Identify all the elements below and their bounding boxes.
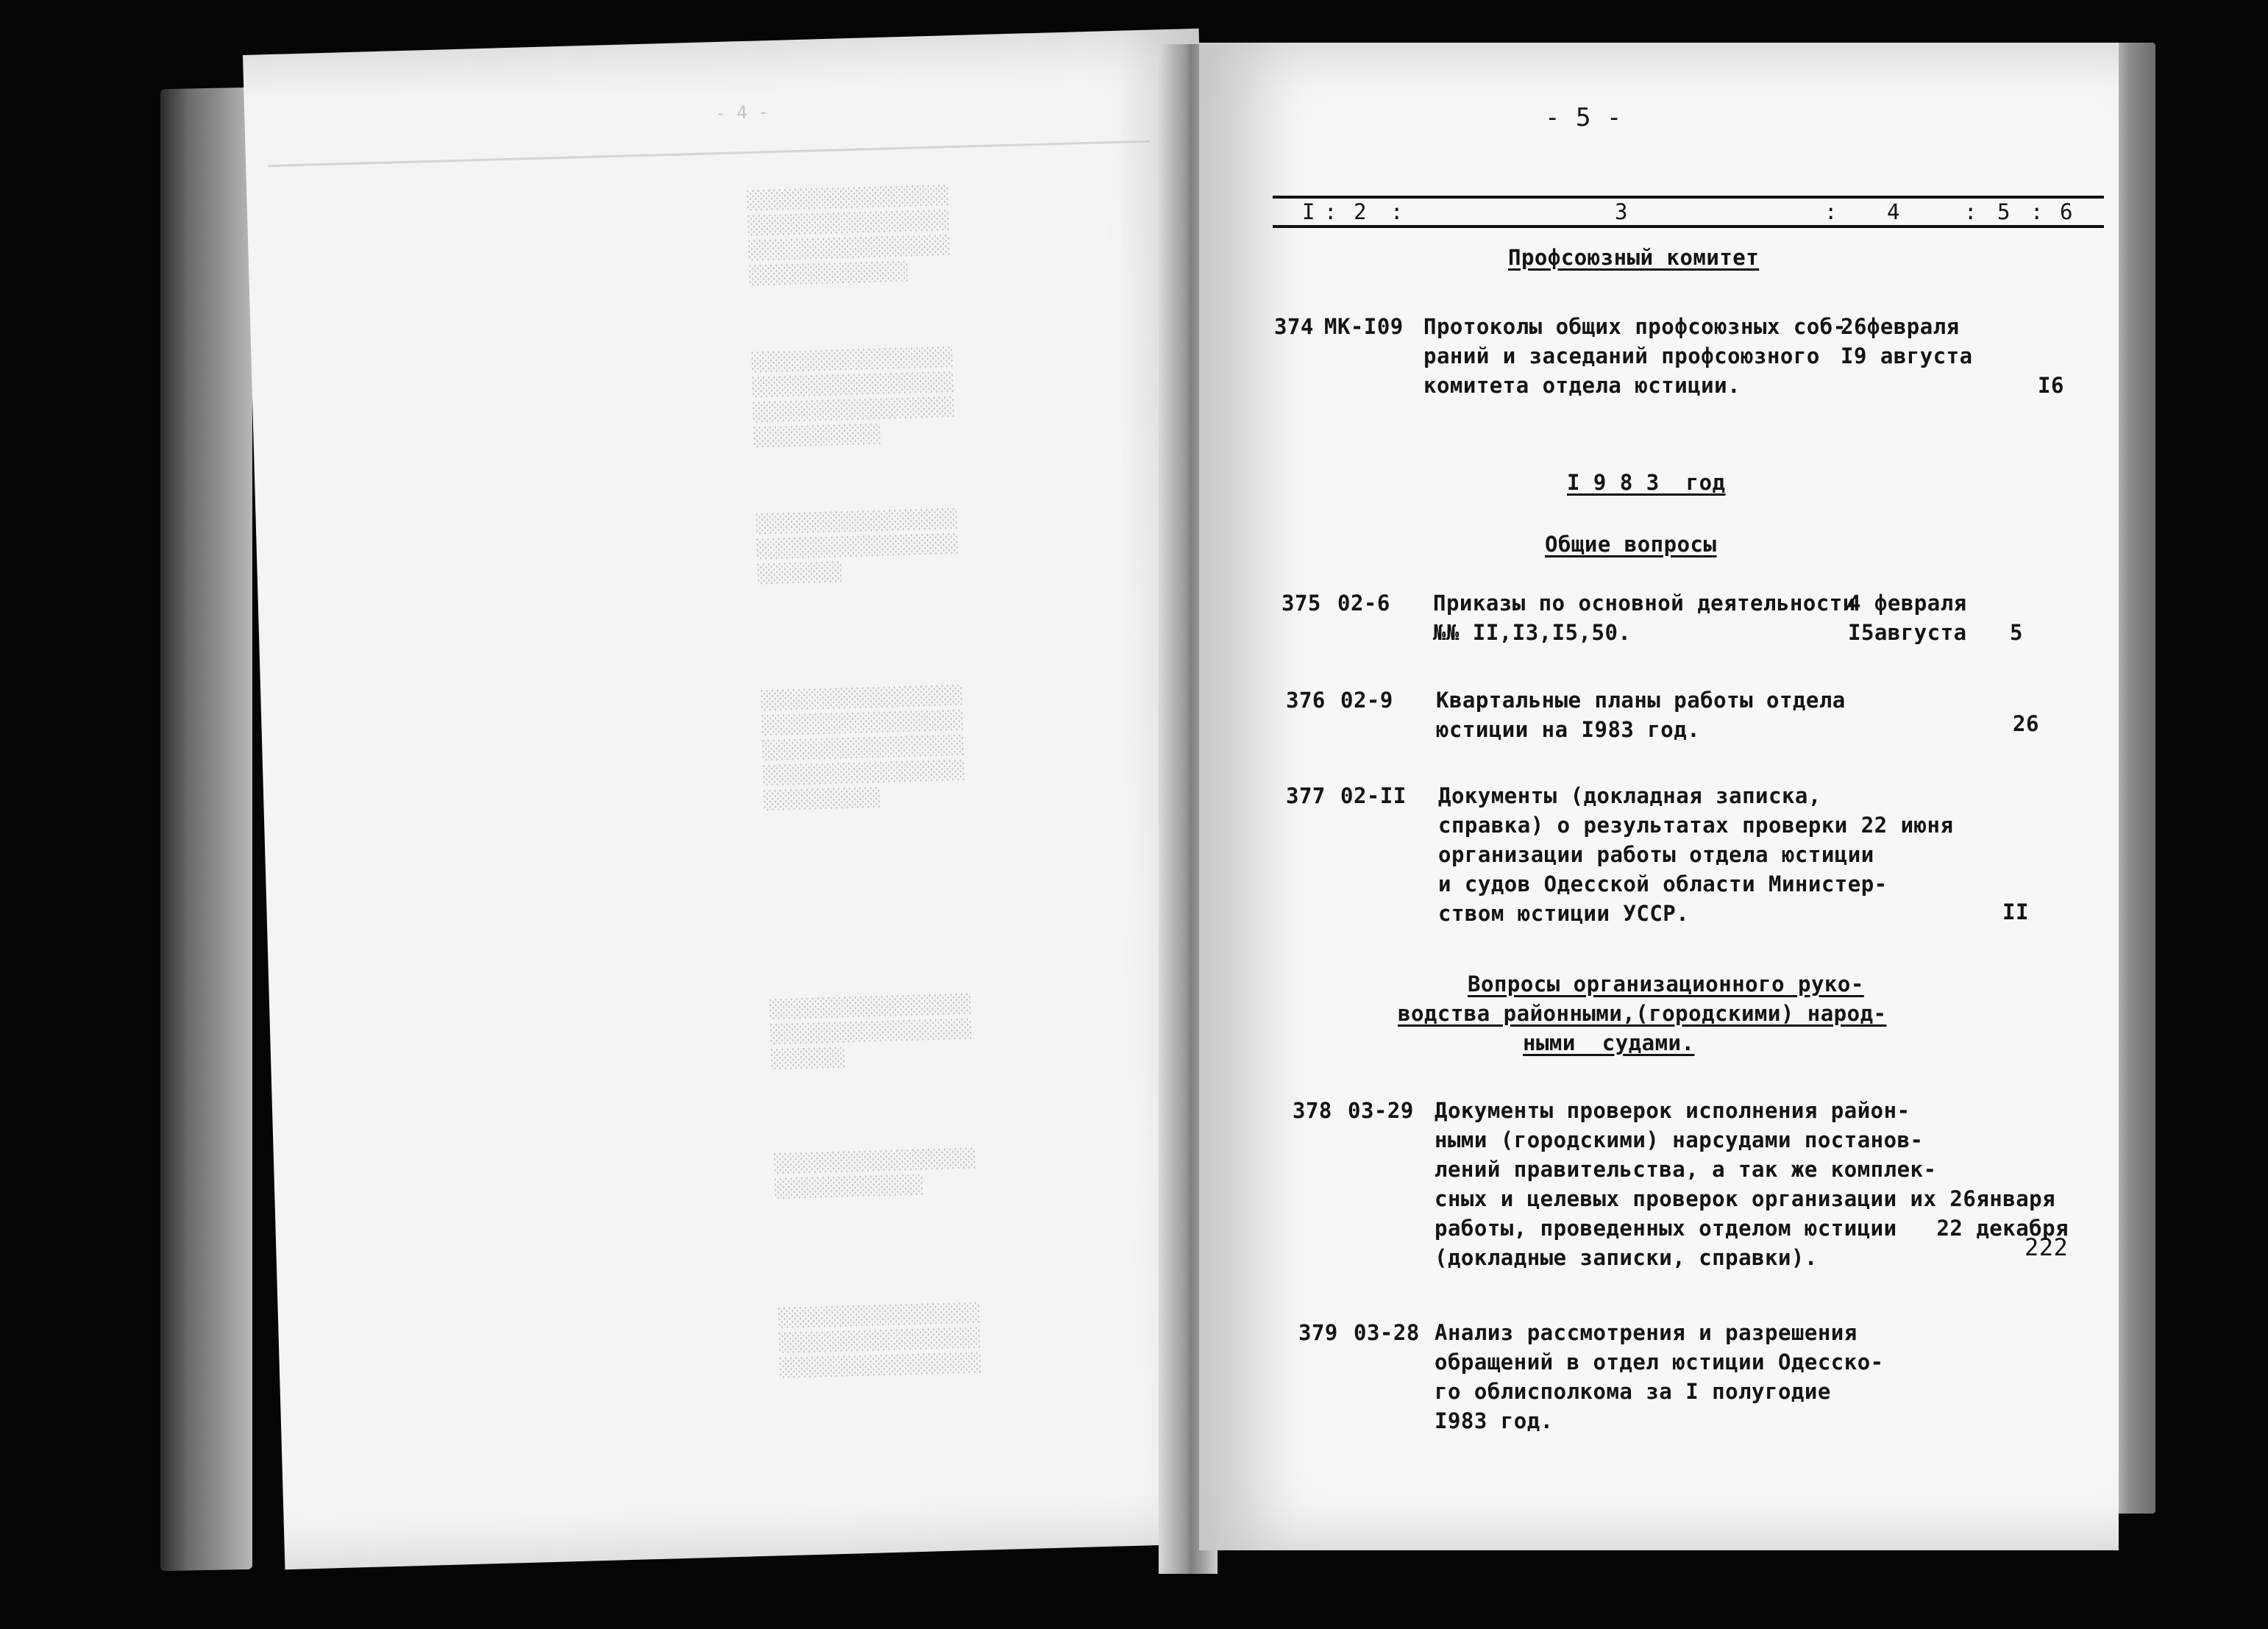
section-heading-line: Вопросы организационного руко- (1468, 972, 1864, 997)
left-page-ghost-block: ░░░░░░░░░░░░░░░░░░░ ░░░░░░░░░░░░░░░░░░░ ░░░░░░░░░░░░░░░░░░░ (778, 1302, 982, 1379)
book-edge-left (160, 88, 252, 1572)
entry-title-line: комитета отдела юстиции. (1423, 373, 1741, 398)
entry-num: 374 (1274, 314, 1314, 339)
entry-num: 378 (1293, 1098, 1332, 1123)
entry-code: 03-29 (1348, 1098, 1414, 1123)
section-heading: Общие вопросы (1545, 532, 1717, 557)
col-header-sep: : (1964, 199, 1977, 224)
entry-code: 02-6 (1337, 591, 1390, 616)
entry-code: 02-9 (1340, 688, 1393, 713)
entry-date-start: 4 февраля (1848, 591, 1967, 616)
entry-pages: 5 (2010, 620, 2023, 645)
entry-code: МК-I09 (1324, 314, 1404, 339)
left-page-ghost-block: ░░░░░░░░░░░░░░░░░░░ ░░░░░░░░░░░░░░░░░░░ ░░░░░░░░░░░░░░░░░░░ ░░░░░░░░░░░░░░░░░░░ ░░░░░░░░░░░ (761, 685, 966, 811)
entry-pages: II (2002, 899, 2029, 924)
entry-title-line: Документы (докладная записка, (1438, 783, 1821, 808)
entry-date-start: 26февраля (1841, 314, 1960, 339)
section-heading: Профсоюзный комитет (1508, 245, 1760, 270)
entry-date-end: I9 августа (1841, 343, 1973, 368)
col-header-2: 2 (1354, 199, 1367, 224)
entry-title-line: ными (городскими) нарсудами постанов- (1435, 1127, 1924, 1152)
entry-title-line: ством юстиции УССР. (1438, 901, 1690, 926)
entry-title-line: Документы проверок исполнения район- (1435, 1098, 1910, 1123)
entry-title-line: раний и заседаний профсоюзного (1423, 343, 1820, 368)
entry-num: 376 (1286, 688, 1326, 713)
left-page-ghost-text: - 4 - (715, 101, 769, 124)
col-header-sep: : (1390, 199, 1404, 224)
entry-num: 379 (1298, 1320, 1338, 1345)
entry-title-line: сных и целевых проверок организации их 26января (1435, 1186, 2056, 1211)
col-header-5: 5 (1997, 199, 2011, 224)
entry-title-line: №№ II,I3,I5,50. (1433, 620, 1632, 645)
entry-title-line: организации работы отдела юстиции (1438, 842, 1874, 867)
entry-title-line: и судов Одесской области Министер- (1438, 871, 1888, 897)
col-header-6: 6 (2060, 199, 2073, 224)
col-header-sep: : (1324, 199, 1337, 224)
entry-title-line: справка) о результатах проверки 22 июня (1438, 813, 1954, 838)
col-header-sep: : (2030, 199, 2044, 224)
entry-title-line: работы, проведенных отделом юстиции 22 декабря (1435, 1216, 2069, 1241)
entry-pages: 26 (2013, 711, 2039, 736)
col-header-3: 3 (1615, 199, 1628, 224)
entry-pages: I6 (2038, 373, 2064, 398)
entry-date-end: I5августа (1848, 620, 1967, 645)
left-page-ghost-rule (268, 140, 1151, 192)
left-page-ghost-block: ░░░░░░░░░░░░░░░░░░░ ░░░░░░░░░░░░░░░░░░░ ░░░░░░░░░░░░░░░░░░░ ░░░░░░░░░░░░ (751, 346, 956, 448)
entry-title-line: Анализ рассмотрения и разрешения (1435, 1320, 1858, 1345)
entry-title-line: го облисполкома за I полугодие (1435, 1379, 1831, 1404)
section-heading-line: ными судами. (1523, 1030, 1695, 1055)
entry-num: 377 (1286, 783, 1326, 808)
left-page-ghost-block: ░░░░░░░░░░░░░░░░░░░ ░░░░░░░░░░░░░░░░░░░ ░░░░░░░ (769, 993, 973, 1070)
page-number: - 5 - (1545, 103, 1622, 132)
left-page-ghost-block: ░░░░░░░░░░░░░░░░░░░ ░░░░░░░░░░░░░░ (773, 1147, 977, 1200)
entry-code: 02-II (1340, 783, 1407, 808)
entry-num: 375 (1281, 591, 1321, 616)
left-page-ghost-block: ░░░░░░░░░░░░░░░░░░░ ░░░░░░░░░░░░░░░░░░░ ░░░░░░░░░░░░░░░░░░░ ░░░░░░░░░░░░░░░ (747, 185, 951, 286)
col-header-sep: : (1824, 199, 1838, 224)
entry-title-line: обращений в отдел юстиции Одесско- (1435, 1350, 1884, 1375)
col-header-4: 4 (1887, 199, 1900, 224)
col-header-1: I (1302, 199, 1315, 224)
entry-title-line: Квартальные планы работы отдела (1436, 688, 1846, 713)
entry-title-line: I983 год. (1435, 1408, 1554, 1433)
year-heading: I 9 8 3 год (1567, 470, 1726, 495)
entry-title-line: Приказы по основной деятельности (1433, 591, 1856, 616)
table-header-bottom-rule (1273, 225, 2104, 228)
left-page-ghost-block: ░░░░░░░░░░░░░░░░░░░ ░░░░░░░░░░░░░░░░░░░ ░░░░░░░░ (756, 508, 959, 585)
entry-title-line: лений правительства, а так же комплек- (1435, 1157, 1937, 1182)
entry-code: 03-28 (1354, 1320, 1420, 1345)
entry-pages: 222 (2025, 1233, 2069, 1261)
section-heading-line: водства районными,(городскими) народ- (1398, 1001, 1887, 1026)
entry-title-line: юстиции на I983 год. (1436, 717, 1701, 742)
entry-title-line: Протоколы общих профсоюзных соб- (1423, 314, 1846, 339)
entry-title-line: (докладные записки, справки). (1435, 1245, 1818, 1270)
left-page (243, 29, 1241, 1569)
